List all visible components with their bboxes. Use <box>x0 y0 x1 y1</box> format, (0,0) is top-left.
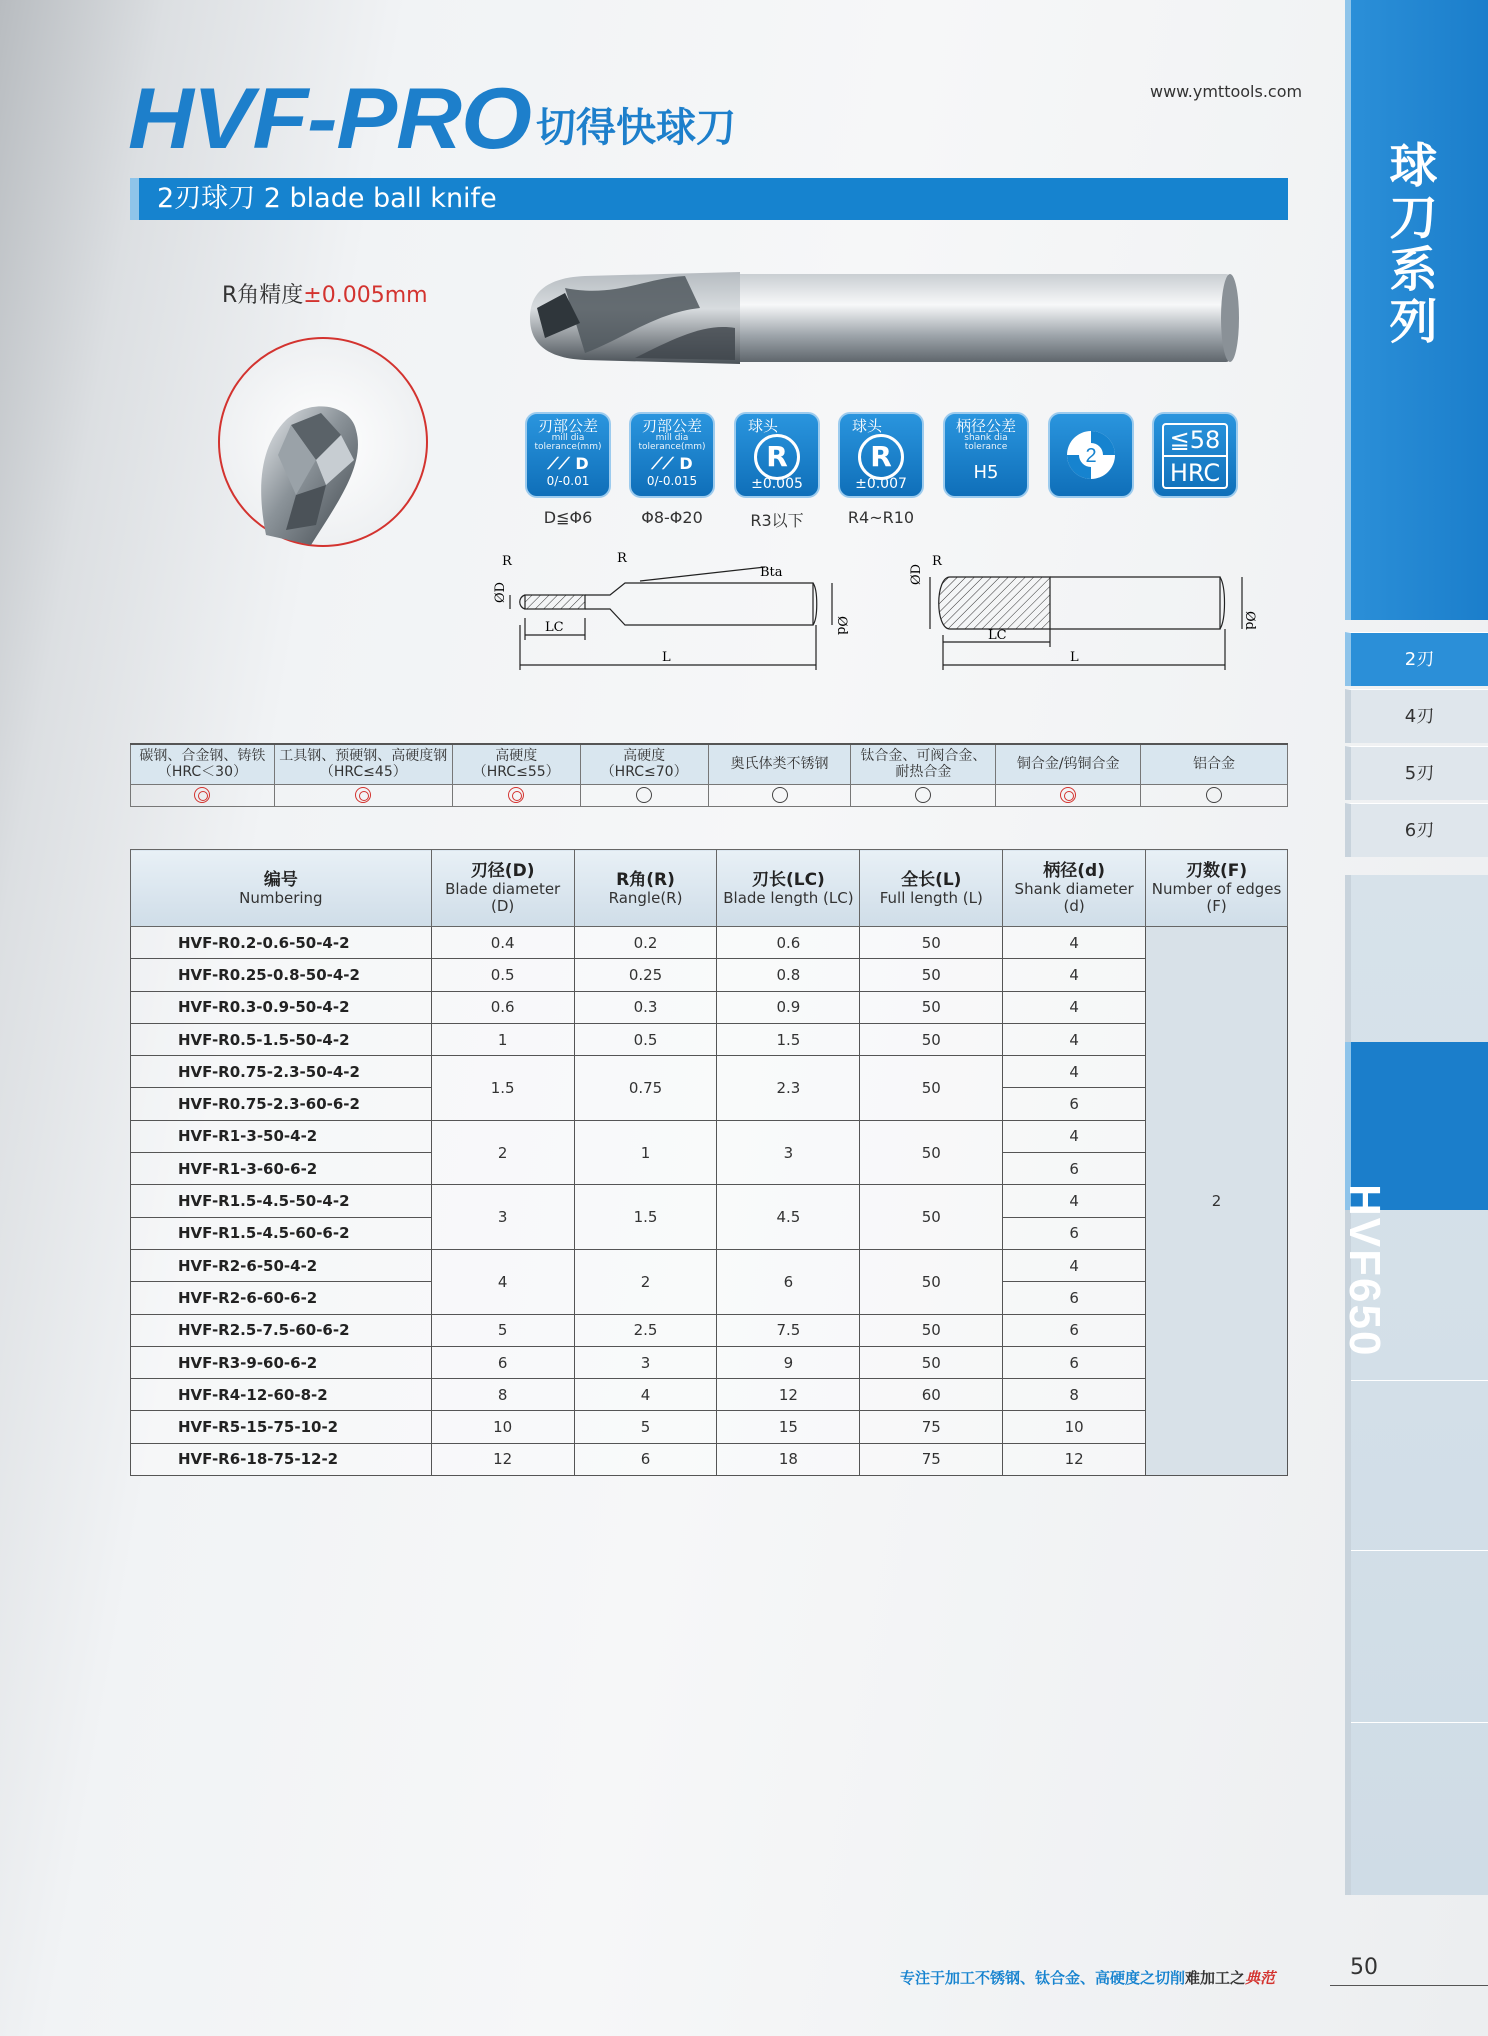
side-divider <box>1351 1550 1488 1551</box>
column-header <box>574 850 717 927</box>
spec-cell: 0.4 <box>431 927 574 959</box>
column-header-en: Number of edges (F) <box>1151 880 1282 915</box>
material-header-row <box>131 744 1288 784</box>
r-accuracy-value: ±0.005mm <box>303 283 428 308</box>
table-row <box>131 1443 1288 1475</box>
badge-subtitle: mill dia tolerance(mm) <box>638 433 706 452</box>
suitable-mark-icon <box>636 787 652 803</box>
badge-caption: R4~R10 <box>847 508 915 527</box>
table-row <box>131 1314 1288 1346</box>
column-header-en: Blade length (LC) <box>723 888 854 907</box>
spec-cell: 18 <box>717 1443 860 1475</box>
column-header <box>431 850 574 927</box>
spec-cell: 1.5 <box>431 1056 574 1121</box>
material-mark-cell <box>851 784 996 806</box>
column-header-cn: 柄径(d) <box>1043 861 1105 881</box>
label-blade-dia: ØD <box>493 581 508 603</box>
spec-cell: 6 <box>1003 1217 1146 1249</box>
column-header <box>131 850 432 927</box>
series-label: HVF650 <box>1340 1184 1389 1358</box>
spec-cell: 4 <box>1003 991 1146 1023</box>
spec-cell: 0.5 <box>431 959 574 991</box>
column-header-cn: 刃数(F) <box>1185 861 1248 881</box>
column-header-en: Numbering <box>239 888 323 907</box>
recommended-mark-icon <box>508 787 524 803</box>
table-row <box>131 1346 1288 1378</box>
spec-cell: 75 <box>860 1411 1003 1443</box>
spec-cell: 12 <box>1003 1443 1146 1475</box>
brand-subtitle: 切得快球刀 <box>536 105 736 151</box>
spec-cell: 50 <box>860 1120 1003 1185</box>
badge-subtitle: mill dia tolerance(mm) <box>534 433 602 452</box>
hrc-limit: ≦58 <box>1164 425 1226 457</box>
badge-title: 柄径公差 <box>955 417 1016 435</box>
suitable-mark-icon <box>1206 787 1222 803</box>
ball-end-mill-image <box>525 268 1245 368</box>
spec-cell: 50 <box>860 1185 1003 1250</box>
badge-letter-text: D <box>575 454 589 473</box>
label-l: L <box>1070 650 1079 665</box>
table-row <box>131 1023 1288 1055</box>
material-mark-cell <box>274 784 452 806</box>
spec-cell: 0.9 <box>717 991 860 1023</box>
footer-slogan <box>900 1967 1275 1988</box>
spec-cell: 7.5 <box>717 1314 860 1346</box>
spec-badges <box>525 412 1245 532</box>
table-row <box>131 1120 1288 1152</box>
spec-cell: 50 <box>860 927 1003 959</box>
material-suitability-table <box>130 743 1288 807</box>
badge-value: 0/-0.015 <box>646 474 698 488</box>
spec-cell: 1.5 <box>717 1023 860 1055</box>
part-number-cell: HVF-R4-12-60-8-2 <box>131 1379 432 1411</box>
badge-caption: Φ8-Φ20 <box>641 508 703 527</box>
label-shank-dia: Ød <box>1242 611 1257 630</box>
tab-4-flute[interactable]: 4刃 <box>1345 689 1488 743</box>
material-mark-cell <box>708 784 851 806</box>
badge-subtitle: shank dia tolerance <box>964 433 1008 452</box>
spec-cell: 50 <box>860 1056 1003 1121</box>
label-blade-dia: ØD <box>909 563 924 585</box>
specification-table <box>130 849 1288 1476</box>
spec-cell: 8 <box>1003 1379 1146 1411</box>
spec-cell: 50 <box>860 991 1003 1023</box>
badge-value: 0/-0.01 <box>546 474 590 488</box>
spec-cell: 9 <box>717 1346 860 1378</box>
part-number-cell: HVF-R2-6-60-6-2 <box>131 1282 432 1314</box>
column-header-en: Full length (L) <box>879 888 983 907</box>
spec-cell: 2 <box>431 1120 574 1185</box>
badge-letter-text: D <box>679 454 693 473</box>
hrc-label: HRC <box>1169 459 1221 487</box>
table-row <box>131 1249 1288 1281</box>
side-category-title <box>1345 140 1482 348</box>
table-row <box>131 927 1288 959</box>
r-accuracy-note <box>222 278 428 309</box>
material-mark-cell <box>1141 784 1288 806</box>
material-name: 铝合金 <box>1193 756 1236 773</box>
table-row <box>131 959 1288 991</box>
material-name: 奥氏体类不锈钢 <box>730 756 829 773</box>
part-number-cell: HVF-R0.75-2.3-60-6-2 <box>131 1088 432 1120</box>
slogan-dark: 难加工之 <box>1185 1969 1246 1987</box>
footer-divider <box>1330 1985 1488 1986</box>
column-header-en: Shank diameter (d) <box>1014 880 1134 915</box>
spec-cell: 6 <box>1003 1153 1146 1185</box>
side-index <box>1340 0 1488 1895</box>
spec-cell: 0.3 <box>574 991 717 1023</box>
material-name: 钛合金、可阀合金、 <box>860 748 987 765</box>
spec-cell: 0.8 <box>717 959 860 991</box>
spec-cell: 5 <box>574 1411 717 1443</box>
side-divider <box>1351 1380 1488 1381</box>
spec-cell: 4 <box>431 1249 574 1314</box>
spec-cell: 4 <box>1003 927 1146 959</box>
table-row <box>131 1185 1288 1217</box>
label-bta: Bta <box>760 565 783 580</box>
spec-cell: 2.5 <box>574 1314 717 1346</box>
technical-drawing <box>480 545 1260 680</box>
spec-cell: 2 <box>574 1249 717 1314</box>
label-r: R <box>617 551 627 566</box>
radius-icon: R <box>858 434 904 480</box>
badge-letter <box>527 454 609 474</box>
spec-cell: 6 <box>1003 1314 1146 1346</box>
table-row <box>131 991 1288 1023</box>
column-header <box>1146 850 1288 927</box>
spec-cell: 15 <box>717 1411 860 1443</box>
spec-cell: 0.75 <box>574 1056 717 1121</box>
tolerance-badge-small <box>525 412 611 498</box>
label-lc: LC <box>545 620 564 635</box>
shank-tolerance-badge <box>943 412 1029 498</box>
material-hardness: （HRC＜30） <box>157 764 247 781</box>
spec-cell: 2.3 <box>717 1056 860 1121</box>
column-header-cn: 刃径(D) <box>470 861 535 881</box>
ball-radius-badge-small <box>734 412 820 498</box>
drawing-right <box>930 577 1242 670</box>
tab-5-flute[interactable]: 5刃 <box>1345 746 1488 800</box>
label-lc: LC <box>988 628 1007 643</box>
material-hardness: （HRC≤70） <box>600 764 688 781</box>
spec-cell: 0.5 <box>574 1023 717 1055</box>
part-number-cell: HVF-R5-15-75-10-2 <box>131 1411 432 1443</box>
spec-cell: 5 <box>431 1314 574 1346</box>
spec-cell: 0.6 <box>717 927 860 959</box>
badge-value: ±0.007 <box>855 476 907 492</box>
part-number-cell: HVF-R0.5-1.5-50-4-2 <box>131 1023 432 1055</box>
badge-value: H5 <box>973 462 999 483</box>
spec-cell: 0.2 <box>574 927 717 959</box>
table-row <box>131 1379 1288 1411</box>
badge-title: 球头 <box>852 417 883 435</box>
side-title-char: 球 <box>1389 138 1438 194</box>
spec-cell: 12 <box>717 1379 860 1411</box>
side-title-char: 系 <box>1389 242 1438 298</box>
part-number-cell: HVF-R2.5-7.5-60-6-2 <box>131 1314 432 1346</box>
part-number-cell: HVF-R0.25-0.8-50-4-2 <box>131 959 432 991</box>
material-name: 高硬度 <box>495 748 538 765</box>
material-header-cell <box>131 744 275 784</box>
table-row <box>131 1056 1288 1088</box>
material-hardness: 耐热合金 <box>895 764 952 781</box>
label-l: L <box>662 650 671 665</box>
spec-cell: 50 <box>860 1314 1003 1346</box>
material-name: 铜合金/钨铜合金 <box>1016 756 1120 773</box>
label-shank-dia: Ød <box>834 616 849 635</box>
spec-cell: 6 <box>717 1249 860 1314</box>
slogan-blue: 专注于加工不锈钢、钛合金、高硬度之切削 <box>900 1969 1186 1987</box>
badge-letter <box>631 454 713 474</box>
material-header-cell <box>274 744 452 784</box>
material-header-cell <box>996 744 1141 784</box>
drawing-left <box>510 567 832 670</box>
spec-cell: 10 <box>1003 1411 1146 1443</box>
spec-cell: 3 <box>431 1185 574 1250</box>
slogan-red: 典范 <box>1245 1969 1276 1987</box>
spec-cell: 50 <box>860 1249 1003 1314</box>
part-number-cell: HVF-R0.3-0.9-50-4-2 <box>131 991 432 1023</box>
spec-cell: 0.6 <box>431 991 574 1023</box>
part-number-cell: HVF-R1-3-50-4-2 <box>131 1120 432 1152</box>
material-mark-cell <box>996 784 1141 806</box>
material-header-cell <box>452 744 580 784</box>
column-header-cn: 编号 <box>263 869 298 890</box>
side-lower-panel <box>1345 875 1488 1895</box>
material-name: 工具钢、预硬钢、高硬度钢 <box>279 748 448 765</box>
ball-tip-detail-image <box>216 335 430 549</box>
badge-caption: R3以下 <box>750 511 804 530</box>
flute-count-badge <box>1048 412 1134 498</box>
badge-value: ±0.005 <box>751 476 803 492</box>
side-title-char: 列 <box>1389 294 1438 350</box>
mill-symbol-icon: ⟋⟋ <box>547 454 576 473</box>
spec-cell: 50 <box>860 959 1003 991</box>
column-header-cn: 刃长(LC) <box>751 869 825 890</box>
spec-cell: 4 <box>1003 1249 1146 1281</box>
r-accuracy-label: R角精度 <box>222 283 304 308</box>
part-number-cell: HVF-R0.2-0.6-50-4-2 <box>131 927 432 959</box>
tolerance-badge-large <box>629 412 715 498</box>
spec-cell: 1.5 <box>574 1185 717 1250</box>
part-number-cell: HVF-R6-18-75-12-2 <box>131 1443 432 1475</box>
spec-body <box>131 927 1288 1476</box>
tab-2-flute[interactable]: 2刃 <box>1345 632 1488 686</box>
spec-cell: 4 <box>1003 1185 1146 1217</box>
table-row <box>131 1411 1288 1443</box>
part-number-cell: HVF-R1.5-4.5-60-6-2 <box>131 1217 432 1249</box>
material-header-cell <box>708 744 851 784</box>
spec-cell: 4 <box>574 1379 717 1411</box>
spec-cell: 12 <box>431 1443 574 1475</box>
suitable-mark-icon <box>915 787 931 803</box>
spec-cell: 4.5 <box>717 1185 860 1250</box>
mill-symbol-icon: ⟋⟋ <box>651 454 680 473</box>
spec-cell: 1 <box>431 1023 574 1055</box>
tab-6-flute[interactable]: 6刃 <box>1345 803 1488 857</box>
badge-title: 刃部公差 <box>537 417 598 435</box>
spec-cell: 4 <box>1003 1056 1146 1088</box>
spec-cell: 50 <box>860 1023 1003 1055</box>
column-header <box>1003 850 1146 927</box>
spec-cell: 4 <box>1003 959 1146 991</box>
spec-cell: 6 <box>1003 1282 1146 1314</box>
column-header-en: Blade diameter (D) <box>445 880 561 915</box>
material-header-cell <box>1141 744 1288 784</box>
flute-icon <box>1061 425 1121 485</box>
series-tab-hvf650[interactable] <box>1340 1042 1488 1358</box>
hardness-badge <box>1152 412 1238 498</box>
badge-title: 刃部公差 <box>641 417 702 435</box>
recommended-mark-icon <box>355 787 371 803</box>
spec-cell: 6 <box>1003 1088 1146 1120</box>
section-title: 2刃球刀 2 blade ball knife <box>130 178 1288 220</box>
part-number-cell: HVF-R3-9-60-6-2 <box>131 1346 432 1378</box>
page-number: 50 <box>1350 1955 1378 1980</box>
spec-cell: 6 <box>574 1443 717 1475</box>
spec-cell: 3 <box>574 1346 717 1378</box>
edges-cell: 2 <box>1146 927 1288 1476</box>
column-header-cn: R角(R) <box>616 869 675 890</box>
spec-cell: 8 <box>431 1379 574 1411</box>
material-hardness: （HRC≤45） <box>319 764 407 781</box>
material-mark-cell <box>452 784 580 806</box>
column-header-cn: 全长(L) <box>901 869 962 890</box>
website-url[interactable]: www.ymttools.com <box>1150 82 1303 101</box>
spec-cell: 4 <box>1003 1120 1146 1152</box>
badge-caption: D≦Φ6 <box>543 508 593 527</box>
label-r: R <box>502 554 512 569</box>
flute-count-text: 2 <box>1085 445 1097 467</box>
column-header <box>717 850 860 927</box>
material-hardness: （HRC≤55） <box>472 764 560 781</box>
column-header-en: Rangle(R) <box>608 888 683 907</box>
part-number-cell: HVF-R1.5-4.5-50-4-2 <box>131 1185 432 1217</box>
spec-cell: 6 <box>1003 1346 1146 1378</box>
material-header-cell <box>580 744 708 784</box>
spec-cell: 50 <box>860 1346 1003 1378</box>
part-number-cell: HVF-R1-3-60-6-2 <box>131 1153 432 1185</box>
material-mark-row <box>131 784 1288 806</box>
column-header <box>860 850 1003 927</box>
spec-cell: 4 <box>1003 1023 1146 1055</box>
recommended-mark-icon <box>194 787 210 803</box>
suitable-mark-icon <box>772 787 788 803</box>
material-header-cell <box>851 744 996 784</box>
material-mark-cell <box>131 784 275 806</box>
spec-cell: 3 <box>717 1120 860 1185</box>
recommended-mark-icon <box>1060 787 1076 803</box>
spec-header-row <box>131 850 1288 927</box>
part-number-cell: HVF-R2-6-50-4-2 <box>131 1249 432 1281</box>
hrc-box <box>1162 423 1228 489</box>
spec-cell: 1 <box>574 1120 717 1185</box>
spec-cell: 75 <box>860 1443 1003 1475</box>
brand-title: HVF-PRO <box>128 71 531 167</box>
material-name: 碳钢、合金钢、铸铁 <box>139 748 266 765</box>
spec-cell: 6 <box>431 1346 574 1378</box>
material-mark-cell <box>580 784 708 806</box>
side-title-char: 刀 <box>1389 190 1438 246</box>
spec-cell: 0.25 <box>574 959 717 991</box>
side-divider <box>1351 1722 1488 1723</box>
ball-radius-badge-large <box>838 412 924 498</box>
material-name: 高硬度 <box>623 748 666 765</box>
spec-cell: 60 <box>860 1379 1003 1411</box>
badge-title: 球头 <box>748 417 779 435</box>
spec-cell: 10 <box>431 1411 574 1443</box>
label-r: R <box>932 554 942 569</box>
radius-icon: R <box>754 434 800 480</box>
part-number-cell: HVF-R0.75-2.3-50-4-2 <box>131 1056 432 1088</box>
